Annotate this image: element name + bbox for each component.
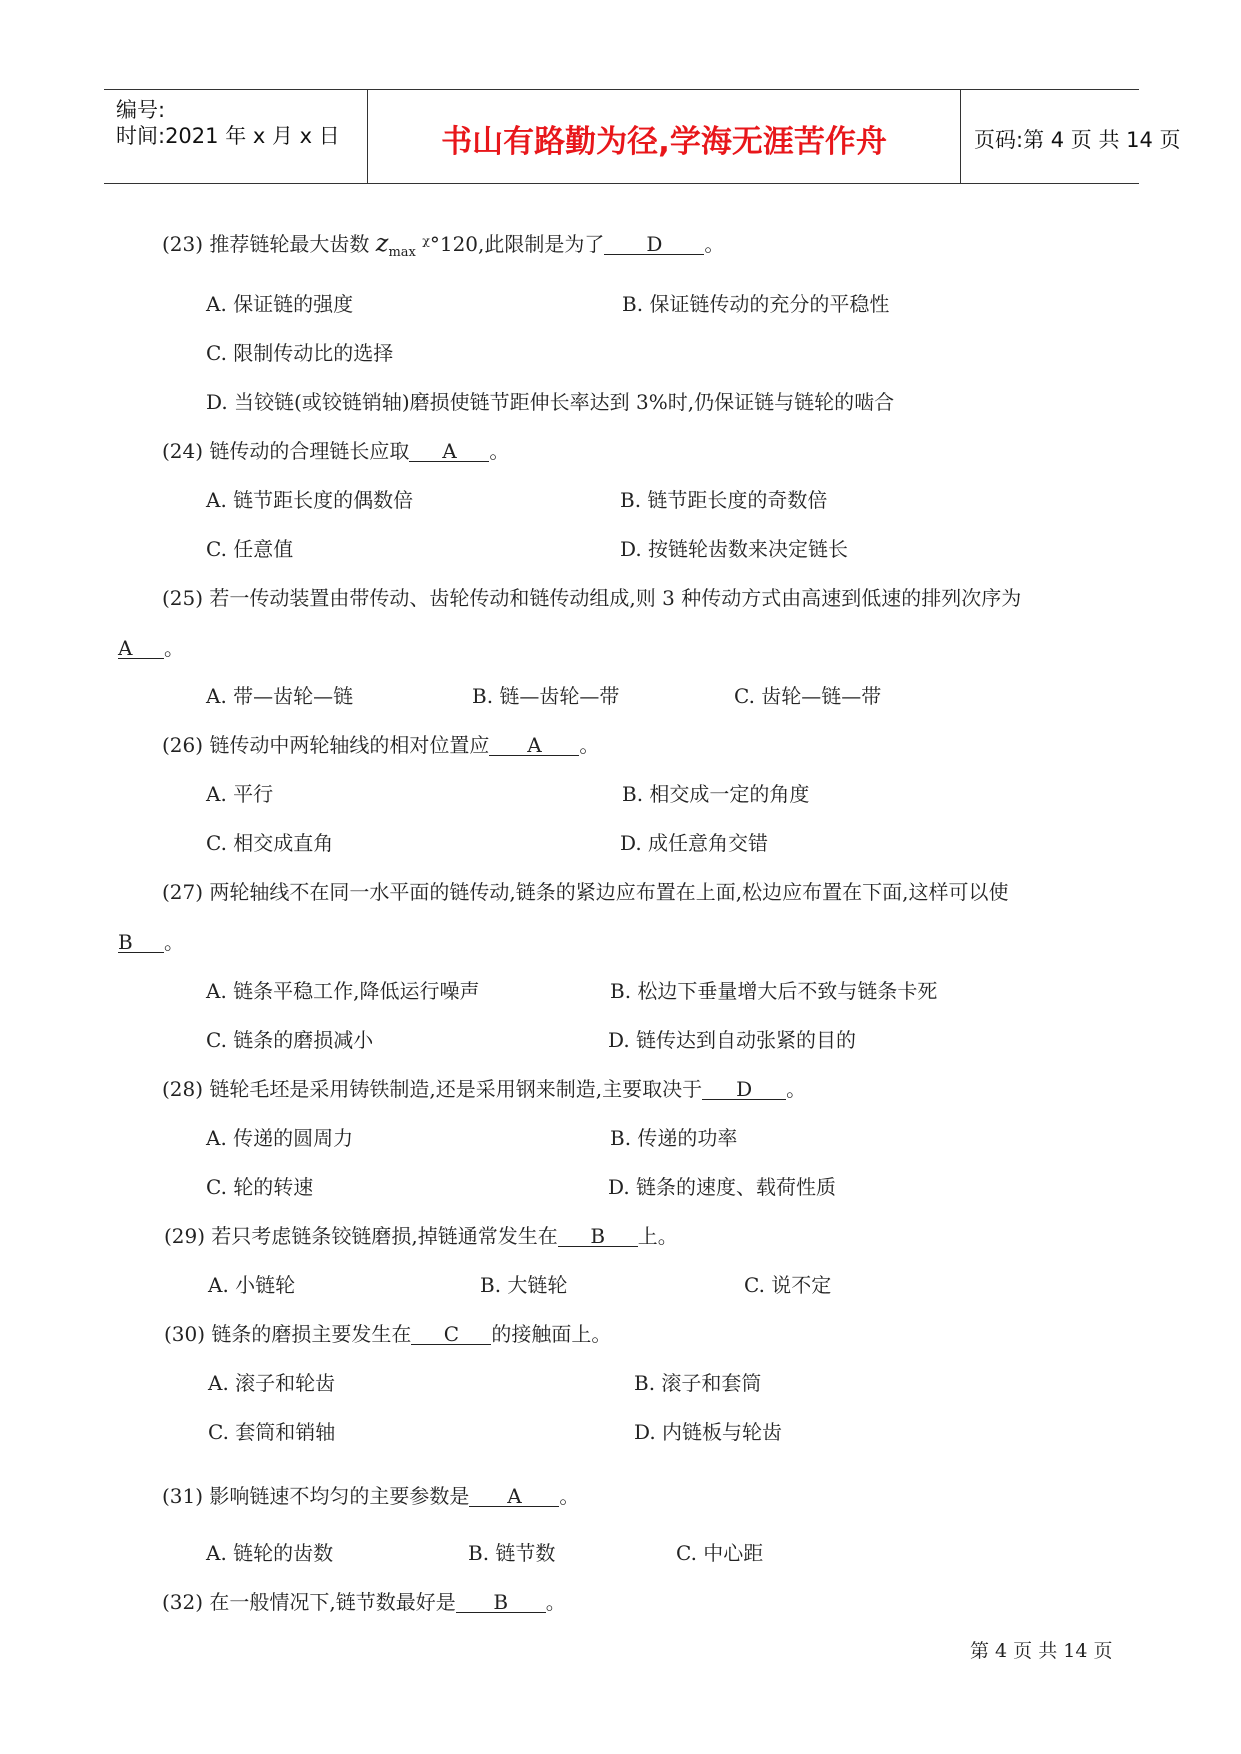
- option-a: A. 小链轮: [208, 1273, 296, 1297]
- question-number: (32): [162, 1590, 204, 1614]
- question-30: [164, 1318, 611, 1347]
- question-28: [162, 1073, 806, 1102]
- option-b: B. 大链轮: [480, 1273, 568, 1297]
- question-number: (29): [164, 1224, 206, 1248]
- question-number: (31): [162, 1484, 204, 1508]
- header-info-cell: [104, 90, 368, 183]
- question-stem: 推荐链轮最大齿数: [209, 232, 370, 256]
- question-tail: 。: [704, 232, 725, 256]
- option-c: C. 说不定: [744, 1273, 832, 1297]
- option-a: A. 带—齿轮—链: [206, 684, 354, 708]
- option-b: B. 保证链传动的充分的平稳性: [622, 292, 890, 316]
- question-tail: 。: [164, 636, 184, 660]
- option-c: C. 限制传动比的选择: [206, 341, 394, 365]
- question-number: (23): [162, 232, 204, 256]
- page-header: [104, 89, 1181, 184]
- option-b: B. 滚子和套筒: [634, 1371, 762, 1395]
- option-d: D. 当铰链(或铰链销轴)磨损使链节距伸长率达到 3%时,仍保证链与链轮的啮合: [206, 390, 895, 414]
- question-number: (30): [164, 1322, 206, 1346]
- header-page-cell: [962, 90, 1181, 183]
- page-footer: 第 4 页 共 14 页: [970, 1640, 1113, 1662]
- option-d: D. 链条的速度、载荷性质: [608, 1175, 837, 1199]
- option-c: C. 套筒和销轴: [208, 1420, 336, 1444]
- question-29: [164, 1220, 678, 1249]
- option-b: B. 链—齿轮—带: [472, 684, 620, 708]
- page-code: 页码:第 4 页 共 14 页: [974, 128, 1181, 152]
- variable-z: z: [375, 229, 389, 257]
- question-stem: 若只考虑链条铰链磨损,掉链通常发生在: [211, 1224, 558, 1248]
- option-a: A. 传递的圆周力: [206, 1126, 354, 1150]
- question-number: (27): [162, 880, 204, 904]
- question-number: (24): [162, 439, 204, 463]
- answer-blank: D: [604, 234, 704, 255]
- answer-blank: A: [489, 735, 579, 756]
- time-label: 时间:2021 年 x 月 x 日: [116, 124, 340, 148]
- question-stem: 在一般情况下,链节数最好是: [209, 1590, 456, 1614]
- question-24: [162, 435, 509, 464]
- question-stem-cont: ᵡ°120,此限制是为了: [422, 232, 605, 256]
- question-stem: 链传动的合理链长应取: [209, 439, 410, 463]
- answer-blank: D: [702, 1079, 786, 1100]
- question-27: [162, 876, 1009, 905]
- question-stem: 链传动中两轮轴线的相对位置应: [209, 733, 490, 757]
- option-c: C. 任意值: [206, 537, 294, 561]
- question-tail: 。: [579, 733, 600, 757]
- motto: 书山有路勤为径,学海无涯苦作舟: [441, 124, 887, 160]
- answer-blank: C: [411, 1324, 491, 1345]
- question-tail: 。: [489, 439, 510, 463]
- question-stem: 影响链速不均匀的主要参数是: [209, 1484, 470, 1508]
- answer-blank: B: [456, 1592, 546, 1613]
- question-31: [162, 1480, 579, 1509]
- option-b: B. 链节距长度的奇数倍: [620, 488, 828, 512]
- question-stem: 链条的磨损主要发生在: [211, 1322, 412, 1346]
- question-23: [162, 228, 725, 260]
- question-tail: 。: [559, 1484, 580, 1508]
- option-b: B. 相交成一定的角度: [622, 782, 810, 806]
- question-number: (25): [162, 586, 204, 610]
- option-c: C. 链条的磨损减小: [206, 1028, 374, 1052]
- answer-blank: A: [469, 1486, 559, 1507]
- header-motto-cell: [368, 90, 961, 183]
- question-number: (28): [162, 1077, 204, 1101]
- option-a: A. 链轮的齿数: [206, 1541, 334, 1565]
- option-d: D. 按链轮齿数来决定链长: [620, 537, 849, 561]
- option-c: C. 轮的转速: [206, 1175, 314, 1199]
- option-c: C. 中心距: [676, 1541, 764, 1565]
- option-c: C. 相交成直角: [206, 831, 334, 855]
- option-a: A. 平行: [206, 782, 274, 806]
- option-a: A. 滚子和轮齿: [208, 1371, 336, 1395]
- option-b: B. 链节数: [468, 1541, 556, 1565]
- question-tail: 上。: [637, 1224, 678, 1248]
- option-d: D. 内链板与轮齿: [634, 1420, 783, 1444]
- option-d: D. 链传达到自动张紧的目的: [608, 1028, 857, 1052]
- question-27-answer-line: [118, 926, 184, 955]
- option-c: C. 齿轮—链—带: [734, 684, 882, 708]
- answer-blank: B: [118, 932, 164, 953]
- answer-blank: A: [409, 441, 489, 462]
- question-tail: 。: [164, 930, 184, 954]
- question-26: [162, 729, 599, 758]
- question-32: [162, 1586, 566, 1615]
- question-number: (26): [162, 733, 204, 757]
- answer-blank: B: [558, 1226, 638, 1247]
- option-b: B. 松边下垂量增大后不致与链条卡死: [610, 979, 938, 1003]
- number-label: 编号:: [116, 98, 166, 122]
- answer-blank: A: [118, 638, 164, 659]
- question-stem: 若一传动装置由带传动、齿轮传动和链传动组成,则 3 种传动方式由高速到低速的排列次序为: [209, 586, 1022, 610]
- option-b: B. 传递的功率: [610, 1126, 738, 1150]
- option-a: A. 链条平稳工作,降低运行噪声: [206, 979, 480, 1003]
- subscript-max: max: [388, 245, 416, 260]
- question-tail: 。: [545, 1590, 566, 1614]
- question-25-answer-line: [118, 632, 184, 661]
- option-a: A. 链节距长度的偶数倍: [206, 488, 414, 512]
- question-tail: 的接触面上。: [491, 1322, 612, 1346]
- question-tail: 。: [786, 1077, 807, 1101]
- question-stem: 两轮轴线不在同一水平面的链传动,链条的紧边应布置在上面,松边应布置在下面,这样可以使: [209, 880, 1009, 904]
- question-stem: 链轮毛坯是采用铸铁制造,还是采用钢来制造,主要取决于: [209, 1077, 703, 1101]
- question-25: [162, 582, 1021, 611]
- option-d: D. 成任意角交错: [620, 831, 769, 855]
- option-a: A. 保证链的强度: [206, 292, 354, 316]
